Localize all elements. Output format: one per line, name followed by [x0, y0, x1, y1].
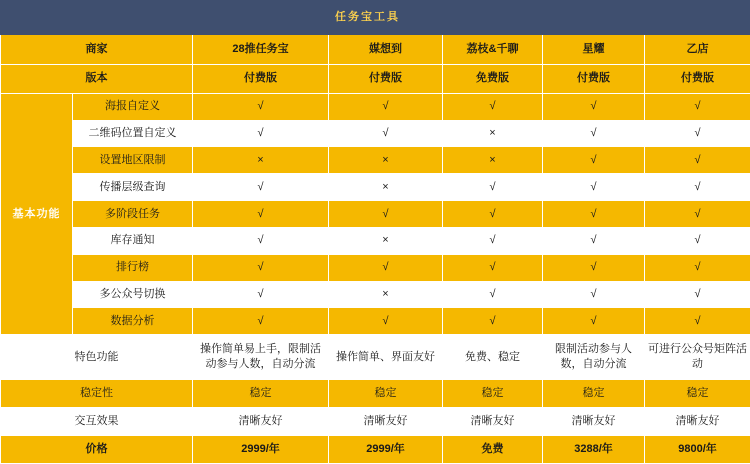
- bottom-0-vendor-2: 免费、稳定: [443, 335, 543, 380]
- version-0: 付费版: [193, 64, 329, 93]
- feature-4-vendor-2: √: [443, 201, 543, 228]
- feature-3-vendor-0: √: [193, 174, 329, 201]
- version-row: [1, 64, 750, 93]
- feature-name-4: 多阶段任务: [73, 201, 193, 228]
- feature-0-vendor-4: √: [645, 93, 750, 120]
- vendor-header-3: 星耀: [543, 34, 645, 64]
- feature-7-vendor-2: √: [443, 281, 543, 308]
- bottom-1-vendor-1: 稳定: [329, 379, 443, 407]
- page-title: 任务宝工具: [193, 1, 543, 35]
- bottom-0-vendor-3: 限制活动参与人数，自动分流: [543, 335, 645, 380]
- feature-7-vendor-4: √: [645, 281, 750, 308]
- version-4: 付费版: [645, 64, 750, 93]
- feature-1-vendor-3: √: [543, 120, 645, 147]
- feature-6-vendor-1: √: [329, 254, 443, 281]
- feature-2-vendor-1: ×: [329, 147, 443, 174]
- feature-4-vendor-1: √: [329, 201, 443, 228]
- feature-row: [1, 227, 750, 254]
- feature-8-vendor-3: √: [543, 308, 645, 335]
- feature-1-vendor-0: √: [193, 120, 329, 147]
- feature-7-vendor-3: √: [543, 281, 645, 308]
- bottom-label-2: 交互效果: [1, 407, 193, 435]
- feature-name-3: 传播层级查询: [73, 174, 193, 201]
- title-row: [1, 1, 750, 35]
- vendor-header-2: 荔枝&千聊: [443, 34, 543, 64]
- vendor-header-4: 乙店: [645, 34, 750, 64]
- feature-row: [1, 308, 750, 335]
- bottom-label-3: 价格: [1, 435, 193, 463]
- feature-8-vendor-2: √: [443, 308, 543, 335]
- header-merchant-label: 商家: [1, 34, 193, 64]
- bottom-1-vendor-2: 稳定: [443, 379, 543, 407]
- feature-2-vendor-2: ×: [443, 147, 543, 174]
- bottom-3-vendor-4: 9800/年: [645, 435, 750, 463]
- feature-row: [1, 174, 750, 201]
- feature-name-1: 二维码位置自定义: [73, 120, 193, 147]
- feature-3-vendor-3: √: [543, 174, 645, 201]
- bottom-3-vendor-2: 免费: [443, 435, 543, 463]
- bottom-2-vendor-4: 清晰友好: [645, 407, 750, 435]
- bottom-1-vendor-4: 稳定: [645, 379, 750, 407]
- title-spacer-left: [1, 1, 73, 35]
- version-3: 付费版: [543, 64, 645, 93]
- bottom-row-interaction: [1, 407, 750, 435]
- feature-5-vendor-4: √: [645, 227, 750, 254]
- vendor-header-1: 媒想到: [329, 34, 443, 64]
- feature-8-vendor-4: √: [645, 308, 750, 335]
- vendor-header-row: [1, 34, 750, 64]
- feature-4-vendor-3: √: [543, 201, 645, 228]
- version-2: 免费版: [443, 64, 543, 93]
- feature-4-vendor-0: √: [193, 201, 329, 228]
- feature-0-vendor-2: √: [443, 93, 543, 120]
- feature-8-vendor-0: √: [193, 308, 329, 335]
- feature-3-vendor-2: √: [443, 174, 543, 201]
- feature-2-vendor-0: ×: [193, 147, 329, 174]
- feature-name-7: 多公众号切换: [73, 281, 193, 308]
- vendor-header-0: 28推任务宝: [193, 34, 329, 64]
- feature-3-vendor-4: √: [645, 174, 750, 201]
- feature-2-vendor-3: √: [543, 147, 645, 174]
- feature-2-vendor-4: √: [645, 147, 750, 174]
- feature-1-vendor-1: √: [329, 120, 443, 147]
- feature-0-vendor-0: √: [193, 93, 329, 120]
- feature-6-vendor-0: √: [193, 254, 329, 281]
- feature-name-0: 海报自定义: [73, 93, 193, 120]
- feature-name-8: 数据分析: [73, 308, 193, 335]
- feature-7-vendor-0: √: [193, 281, 329, 308]
- feature-row: [1, 201, 750, 228]
- bottom-0-vendor-4: 可进行公众号矩阵活动: [645, 335, 750, 380]
- feature-0-vendor-1: √: [329, 93, 443, 120]
- title-spacer-right2: [645, 1, 750, 35]
- bottom-label-0: 特色功能: [1, 335, 193, 380]
- bottom-2-vendor-2: 清晰友好: [443, 407, 543, 435]
- bottom-2-vendor-0: 清晰友好: [193, 407, 329, 435]
- feature-row: [1, 254, 750, 281]
- bottom-1-vendor-3: 稳定: [543, 379, 645, 407]
- title-spacer-right: [543, 1, 645, 35]
- feature-6-vendor-2: √: [443, 254, 543, 281]
- bottom-row-special: [1, 335, 750, 380]
- feature-name-6: 排行榜: [73, 254, 193, 281]
- feature-4-vendor-4: √: [645, 201, 750, 228]
- bottom-0-vendor-0: 操作简单易上手，限制活动参与人数，自动分流: [193, 335, 329, 380]
- bottom-1-vendor-0: 稳定: [193, 379, 329, 407]
- header-version-label: 版本: [1, 64, 193, 93]
- bottom-row-stability: [1, 379, 750, 407]
- feature-3-vendor-1: ×: [329, 174, 443, 201]
- feature-6-vendor-3: √: [543, 254, 645, 281]
- bottom-3-vendor-0: 2999/年: [193, 435, 329, 463]
- feature-8-vendor-1: √: [329, 308, 443, 335]
- bottom-2-vendor-1: 清晰友好: [329, 407, 443, 435]
- feature-row: [1, 147, 750, 174]
- version-1: 付费版: [329, 64, 443, 93]
- feature-5-vendor-0: √: [193, 227, 329, 254]
- feature-5-vendor-1: ×: [329, 227, 443, 254]
- bottom-2-vendor-3: 清晰友好: [543, 407, 645, 435]
- feature-0-vendor-3: √: [543, 93, 645, 120]
- bottom-3-vendor-1: 2999/年: [329, 435, 443, 463]
- feature-name-5: 库存通知: [73, 227, 193, 254]
- bottom-label-1: 稳定性: [1, 379, 193, 407]
- bottom-row-price: [1, 435, 750, 463]
- bottom-0-vendor-1: 操作简单、界面友好: [329, 335, 443, 380]
- feature-row: [1, 93, 750, 120]
- feature-5-vendor-3: √: [543, 227, 645, 254]
- feature-name-2: 设置地区限制: [73, 147, 193, 174]
- bottom-3-vendor-3: 3288/年: [543, 435, 645, 463]
- feature-7-vendor-1: ×: [329, 281, 443, 308]
- feature-row: [1, 281, 750, 308]
- feature-5-vendor-2: √: [443, 227, 543, 254]
- feature-row: [1, 120, 750, 147]
- feature-6-vendor-4: √: [645, 254, 750, 281]
- feature-1-vendor-4: √: [645, 120, 750, 147]
- title-spacer-left2: [73, 1, 193, 35]
- section-label-basic: 基本功能: [1, 93, 73, 334]
- feature-1-vendor-2: ×: [443, 120, 543, 147]
